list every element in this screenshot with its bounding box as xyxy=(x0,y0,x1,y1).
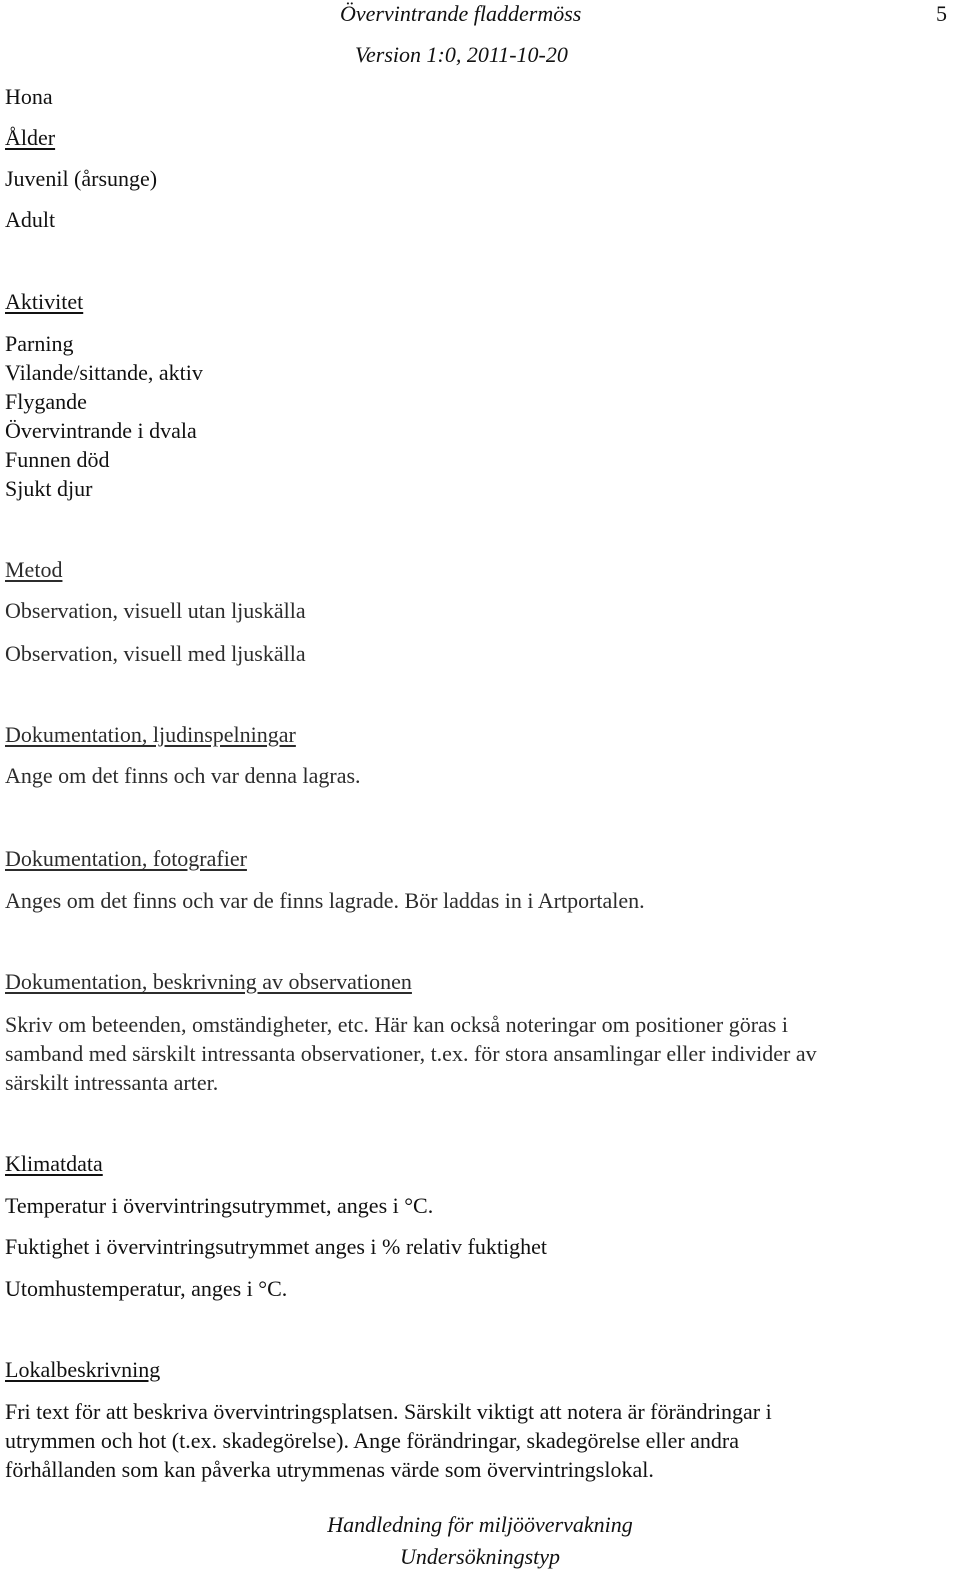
paragraph-line: förhållanden som kan påverka utrymmenas värde som övervintringslokal. xyxy=(5,1457,654,1482)
paragraph-line: särskilt intressanta arter. xyxy=(5,1070,219,1095)
section-heading-aktivitet: Aktivitet xyxy=(5,289,84,314)
section-heading-alder: Ålder xyxy=(5,125,56,150)
section-heading-ljud: Dokumentation, ljudinspelningar xyxy=(5,722,296,747)
list-item: Vilande/sittande, aktiv xyxy=(5,360,203,385)
document-version: Version 1:0, 2011-10-20 xyxy=(355,42,568,67)
section-heading-lokal: Lokalbeskrivning xyxy=(5,1357,161,1382)
list-item: Flygande xyxy=(5,389,87,414)
paragraph-line: samband med särskilt intressanta observationer, t.ex. för stora ansamlingar eller individer av xyxy=(5,1041,817,1066)
section-heading-metod: Metod xyxy=(5,557,63,582)
item-hona: Hona xyxy=(5,84,53,109)
list-item: Observation, visuell utan ljuskälla xyxy=(5,598,306,623)
list-item: Övervintrande i dvala xyxy=(5,418,197,443)
list-item: Parning xyxy=(5,331,74,356)
list-item: Juvenil (årsunge) xyxy=(5,166,158,191)
section-text: Anges om det finns och var de finns lagrade. Bör laddas in i Artportalen. xyxy=(5,888,645,913)
list-item: Sjukt djur xyxy=(5,476,93,501)
list-item: Adult xyxy=(5,207,56,232)
list-item: Temperatur i övervintringsutrymmet, anges i °C. xyxy=(5,1193,434,1218)
page-number: 5 xyxy=(936,1,947,26)
document-title: Övervintrande fladdermöss xyxy=(340,1,582,26)
paragraph-line: utrymmen och hot (t.ex. skadegörelse). Ange förändringar, skadegörelse eller andra xyxy=(5,1428,740,1453)
list-item: Funnen död xyxy=(5,447,110,472)
section-heading-klimat: Klimatdata xyxy=(5,1151,103,1176)
paragraph-line: Skriv om beteenden, omständigheter, etc. Här kan också noteringar om positioner göras i xyxy=(5,1012,788,1037)
section-text: Ange om det finns och var denna lagras. xyxy=(5,763,361,788)
list-item: Utomhustemperatur, anges i °C. xyxy=(5,1276,288,1301)
section-heading-beskrivning: Dokumentation, beskrivning av observationen xyxy=(5,969,412,994)
list-item: Fuktighet i övervintringsutrymmet anges i % relativ fuktighet xyxy=(5,1234,547,1259)
section-heading-foto: Dokumentation, fotografier xyxy=(5,846,247,871)
list-item: Observation, visuell med ljuskälla xyxy=(5,641,306,666)
paragraph-line: Fri text för att beskriva övervintringsplatsen. Särskilt viktigt att notera är förändringar i xyxy=(5,1399,772,1424)
footer-title: Handledning för miljöövervakning xyxy=(327,1512,633,1537)
footer-subtitle: Undersökningstyp xyxy=(399,1544,561,1569)
